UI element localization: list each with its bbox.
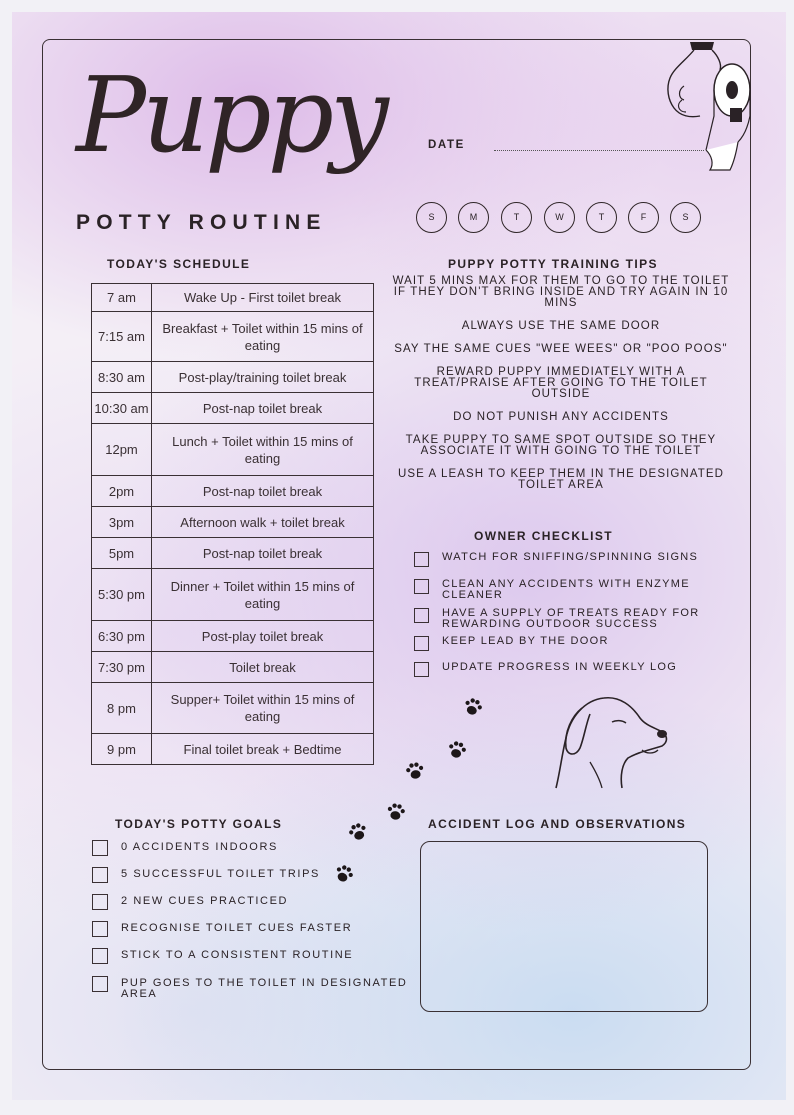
checklist-item-label: WATCH FOR SNIFFING/SPINNING SIGNS [442, 551, 699, 563]
schedule-activity: Wake Up - First toilet break [152, 284, 374, 312]
goal-item [92, 948, 412, 968]
weekday-selector [416, 202, 706, 236]
day-circle-tuesday[interactable]: T [501, 202, 532, 233]
schedule-time: 7 am [92, 284, 152, 312]
tip-item: USE A LEASH TO KEEP THEM IN THE DESIGNATED TOILET AREA [397, 468, 725, 491]
checkbox[interactable] [414, 608, 429, 623]
dog-icon [550, 692, 672, 792]
table-row [92, 538, 374, 569]
schedule-time: 7:15 am [92, 312, 152, 362]
checkbox[interactable] [414, 579, 429, 594]
day-circle-monday[interactable]: M [458, 202, 489, 233]
schedule-time: 8 pm [92, 683, 152, 734]
table-row [92, 424, 374, 476]
checklist-item-label: HAVE A SUPPLY OF TREATS READY FOR REWARDING OUTDOOR SUCCESS [442, 607, 700, 630]
schedule-time: 2pm [92, 476, 152, 507]
tips-list [388, 276, 734, 503]
table-row [92, 507, 374, 538]
checklist-item [414, 608, 734, 628]
schedule-activity: Lunch + Toilet within 15 mins of eating [152, 424, 374, 476]
schedule-activity: Supper+ Toilet within 15 mins of eating [152, 683, 374, 734]
checkbox[interactable] [92, 921, 108, 937]
day-circle-sunday[interactable]: S [416, 202, 447, 233]
schedule-activity: Dinner + Toilet within 15 mins of eating [152, 569, 374, 621]
schedule-activity: Post-play toilet break [152, 621, 374, 652]
checkbox[interactable] [92, 948, 108, 964]
schedule-time: 5:30 pm [92, 569, 152, 621]
tip-item: REWARD PUPPY IMMEDIATELY WITH A TREAT/PRAISE AFTER GOING TO THE TOILET OUTSIDE [414, 366, 708, 400]
table-row [92, 362, 374, 393]
checkbox[interactable] [414, 636, 429, 651]
day-circle-saturday[interactable]: S [670, 202, 701, 233]
schedule-time: 5pm [92, 538, 152, 569]
tip-item: SAY THE SAME CUES "WEE WEES" OR "POO POOS" [394, 343, 728, 355]
goals-heading: TODAY'S POTTY GOALS [115, 817, 283, 831]
checklist-item [414, 579, 734, 599]
day-circle-friday[interactable]: F [628, 202, 659, 233]
goal-item-label: RECOGNISE TOILET CUES FASTER [121, 922, 353, 934]
table-row [92, 683, 374, 734]
schedule-time: 7:30 pm [92, 652, 152, 683]
schedule-activity: Afternoon walk + toilet break [152, 507, 374, 538]
schedule-heading: TODAY'S SCHEDULE [107, 257, 251, 271]
checklist-heading: OWNER CHECKLIST [474, 529, 613, 543]
schedule-activity: Post-nap toilet break [152, 393, 374, 424]
table-row [92, 621, 374, 652]
checklist-item-label: CLEAN ANY ACCIDENTS WITH ENZYME CLEANER [442, 578, 690, 601]
schedule-activity: Post-nap toilet break [152, 476, 374, 507]
table-row [92, 569, 374, 621]
tip-item: ALWAYS USE THE SAME DOOR [461, 320, 661, 332]
checkbox[interactable] [92, 976, 108, 992]
day-circle-thursday[interactable]: T [586, 202, 617, 233]
schedule-activity: Toilet break [152, 652, 374, 683]
table-row [92, 312, 374, 362]
goal-item-label: STICK TO A CONSISTENT ROUTINE [121, 949, 354, 961]
goal-item [92, 921, 412, 941]
schedule-activity: Post-play/training toilet break [152, 362, 374, 393]
date-label: DATE [428, 139, 465, 151]
goal-item [92, 976, 412, 1000]
schedule-activity: Post-nap toilet break [152, 538, 374, 569]
table-row [92, 652, 374, 683]
checklist-item-label: KEEP LEAD BY THE DOOR [442, 635, 609, 647]
checkbox[interactable] [414, 662, 429, 677]
goal-item [92, 867, 412, 887]
schedule-activity: Final toilet break + Bedtime [152, 734, 374, 765]
page-title: Puppy [76, 54, 385, 176]
table-row [92, 393, 374, 424]
day-circle-wednesday[interactable]: W [544, 202, 575, 233]
checkbox[interactable] [92, 867, 108, 883]
goal-item-label: 2 NEW CUES PRACTICED [121, 895, 289, 907]
checkbox[interactable] [92, 894, 108, 910]
tip-item: DO NOT PUNISH ANY ACCIDENTS [453, 411, 669, 423]
schedule-time: 3pm [92, 507, 152, 538]
schedule-activity: Breakfast + Toilet within 15 mins of eating [152, 312, 374, 362]
toilet-roll-icon [660, 38, 756, 178]
accident-log-heading: ACCIDENT LOG AND OBSERVATIONS [428, 817, 687, 831]
goal-item [92, 840, 412, 860]
checklist-item [414, 552, 734, 572]
checkbox[interactable] [92, 840, 108, 856]
schedule-time: 10:30 am [92, 393, 152, 424]
table-row [92, 476, 374, 507]
goal-item-label: 0 ACCIDENTS INDOORS [121, 841, 278, 853]
goal-item-label: 5 SUCCESSFUL TOILET TRIPS [121, 868, 320, 880]
checklist-item [414, 662, 734, 682]
page-subtitle: POTTY ROUTINE [76, 211, 327, 234]
table-row [92, 734, 374, 765]
checklist-item-label: UPDATE PROGRESS IN WEEKLY LOG [442, 661, 678, 673]
goal-item [92, 894, 412, 914]
tip-item: TAKE PUPPY TO SAME SPOT OUTSIDE SO THEY ASSOCIATE IT WITH GOING TO THE TOILET [405, 434, 717, 457]
paw-print-icon [384, 800, 407, 823]
schedule-table [91, 283, 374, 765]
checkbox[interactable] [414, 552, 429, 567]
checklist-item [414, 636, 734, 656]
schedule-time: 12pm [92, 424, 152, 476]
accident-log-textarea[interactable] [420, 841, 708, 1012]
tips-heading: PUPPY POTTY TRAINING TIPS [448, 257, 658, 271]
paw-print-icon [403, 759, 426, 782]
goal-item-label: PUP GOES TO THE TOILET IN DESIGNATED AREA [121, 977, 408, 1000]
table-row [92, 284, 374, 312]
schedule-time: 9 pm [92, 734, 152, 765]
schedule-time: 8:30 am [92, 362, 152, 393]
tip-item: WAIT 5 MINS MAX FOR THEM TO GO TO THE TOILET IF THEY DON'T BRING INSIDE AND TRY AGAIN IN 10 MINS [392, 275, 730, 309]
schedule-time: 6:30 pm [92, 621, 152, 652]
